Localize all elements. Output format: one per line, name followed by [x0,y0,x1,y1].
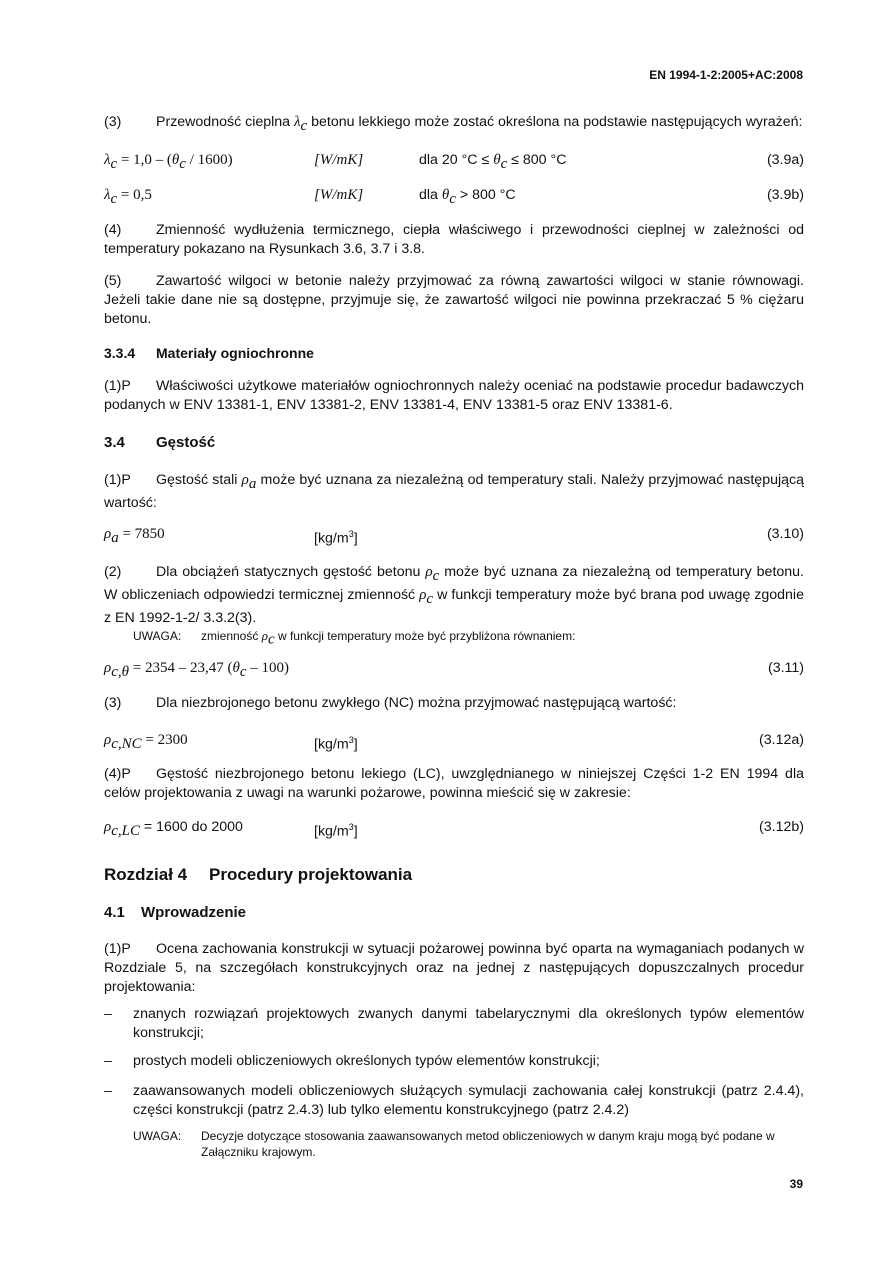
paragraph-3-normal-concrete: (3) Dla niezbrojonego betonu zwykłego (NC) można przyjmować następującą wartość: [104,695,677,711]
paragraph-4p-lightweight-concrete: (4)P Gęstość niezbrojonego betonu lekiego (LC), uwzględnianego w niniejszej Części 1-2 EN 1994 dla celów projektowania z uwagi na warunki pożarowe, powinna mieścić się w zakresie: [104,766,804,801]
paragraph-1p-fire-protection: (1)P Właściwości użytkowe materiałów ogniochronnych należy oceniać na podstawie procedur badawczych podanych w ENV 13381-1, ENV 13381-2, ENV 13381-4, ENV 13381-5 oraz ENV 13381-6. [104,378,804,413]
chapter-heading-4: Rozdział 4 Procedury projektowania [104,865,413,884]
list-item: – prostych modeli obliczeniowych określonych typów elementów konstrukcji; [104,1053,600,1069]
equation-3-9b: $\lambda_c = 0,5$ [W/mK] dla $\theta_c > 800$ °C (3.9b) [104,187,804,207]
equation-condition: dla $\theta_c > 800$ °C [419,187,516,207]
equation-unit: $[kg/m^3]$ [314,529,358,547]
equation-number: (3.12b) [759,819,804,835]
equation-number: (3.10) [766,526,804,542]
section-heading-4-1: 4.1 Wprowadzenie [104,904,247,921]
equation-unit: $[kg/m^3]$ [314,822,358,840]
list-item: – zaawansowanych modeli obliczeniowych służących symulacji zachowania całej konstrukcji (patrz 2.4.4), części konstrukcji (patrz 2.4.3) lub tylko elementu konstrukcyjnego (patrz 2.4.2) [104,1083,804,1118]
note-label: UWAGA: [133,629,182,643]
equation-number: (3.12a) [759,732,804,748]
section-heading-3-3-4: 3.3.4 Materiały ogniochronne [104,345,314,361]
paragraph-2-density-concrete: (2) Dla obciążeń statycznych gęstość betonu $\rho_c$ może być uznana za niezależną od temperatury betonu. W obliczeniach odpowiedzi termicznej zmienność $\rho_c$ w funkcji temperatury może być brana pod uwagę zgodnie z EN 1992-1-2/ 3.3.2(3). [104,564,805,626]
equation-3-10: $\rho_a = 7850$ $[kg/m^3]$ (3.10) [104,526,804,547]
equation-unit: $[kg/m^3]$ [314,735,358,753]
equation-number: (3.9a) [766,152,804,168]
page-number: 39 [789,1177,803,1191]
equation-3-12a: $\rho_{c,NC} = 2300$ $[kg/m^3]$ (3.12a) [104,732,804,753]
equation-3-12b: $\rho_{c,LC} = 1600$ do 2000 $[kg/m^3]$ (3.12b) [104,819,804,840]
paragraph-1p-design-procedures: (1)P Ocena zachowania konstrukcji w sytuacji pożarowej powinna być oparta na wymaganiach podanych w Rozdziale 5, na szczegółach konstrukcyjnych oraz na jednej z następujących dopuszczalnych procedur projektowania: [104,941,804,995]
paragraph-4: (4) Zmienność wydłużenia termicznego, ciepła właściwego i przewodności cieplnej w zależności od temperatury pokazano na Rysunkach 3.6, 3.7 i 3.8. [104,222,804,257]
equation-number: (3.11) [767,660,804,676]
paragraph-1p-density-steel: (1)P Gęstość stali $\rho_a$ może być uznana za niezależną od temperatury stali. Należy przyjmować następującą wartość: [104,472,804,511]
standard-header: EN 1994-1-2:2005+AC:2008 [649,68,803,82]
equation-3-11: $\rho_{c,\theta} = 2354 - 23,47$ $(\theta_c - 100)$ (3.11) [104,660,804,680]
equation-unit: [W/mK] [314,187,364,203]
paragraph-3-conductivity: (3) Przewodność cieplna $\lambda_c$ betonu lekkiego może zostać określona na podstawie następujących wyrażeń: [104,114,803,134]
equation-3-9a: $\lambda_c = 1,0 - (\theta_c / 1600)$ [W/mK] dla 20 $^\circ C \le \theta_c \le 800$ °C (3.9a) [104,152,804,172]
note-density-variation: UWAGA: zmienność $\rho_c$ w funkcji temperatury może być przybliżona równaniem: [133,628,576,648]
section-heading-3-4: 3.4 Gęstość [104,434,216,451]
list-item: – znanych rozwiązań projektowych zwanych danymi tabelarycznymi dla określonych typów elementów konstrukcji; [104,1006,804,1041]
note-label: UWAGA: [133,1129,182,1143]
equation-number: (3.9b) [766,187,804,203]
equation-condition: dla 20 $^\circ C \le \theta_c \le 800$ °C [419,152,567,172]
paragraph-number: (3) [104,114,122,130]
note-advanced-methods: UWAGA: Decyzje dotyczące stosowania zaawansowanych metod obliczeniowych w danym kraju mogą być podane w Załączniku krajowym. [133,1129,775,1159]
paragraph-5: (5) Zawartość wilgoci w betonie należy przyjmować za równą zawartości wilgoci w stanie równowagi. Jeżeli takie dane nie są dostępne, przyjmuje się, że zawartość wilgoci nie powinna przekraczać 5 % ciężaru betonu. [104,273,804,327]
equation-unit: [W/mK] [314,152,364,168]
